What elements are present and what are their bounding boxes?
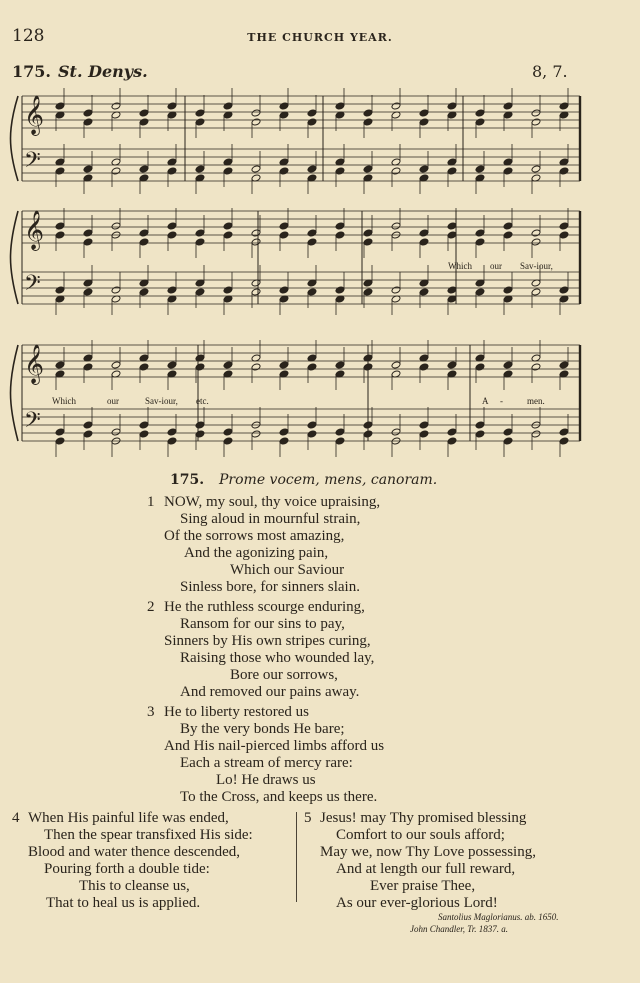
note-head: [83, 363, 93, 371]
column-divider: [296, 812, 297, 902]
under-lyric: men.: [527, 396, 545, 406]
note-head: [503, 231, 513, 239]
note-head: [111, 428, 121, 436]
note-head: [195, 165, 205, 173]
note-head: [139, 238, 149, 246]
under-lyric: Which: [448, 261, 472, 271]
note-head: [335, 167, 345, 175]
note-head: [363, 421, 373, 429]
under-lyric: -: [500, 396, 503, 406]
note-head: [55, 428, 65, 436]
verse-line: Then the spear transfixed His side:: [44, 827, 253, 843]
verse-line: This to cleanse us,: [79, 878, 190, 894]
note-head: [503, 286, 513, 294]
verse-line: He to liberty restored us: [164, 704, 309, 720]
note-head: [83, 229, 93, 237]
verse-number: 1: [147, 494, 155, 510]
note-head: [167, 428, 177, 436]
note-head: [111, 167, 121, 175]
under-lyric: Sav-iour,: [145, 396, 178, 406]
note-head: [251, 363, 261, 371]
note-head: [447, 361, 457, 369]
note-head: [223, 222, 233, 230]
note-head: [475, 430, 485, 438]
note-head: [55, 286, 65, 294]
treble-clef-icon: 𝄞: [24, 344, 45, 384]
note-head: [391, 361, 401, 369]
note-head: [223, 231, 233, 239]
note-head: [559, 222, 569, 230]
note-head: [531, 229, 541, 237]
verse-line: May we, now Thy Love possessing,: [320, 844, 536, 860]
note-head: [223, 428, 233, 436]
under-lyrics-system-3: [52, 396, 545, 406]
translator-attribution: John Chandler, Tr. 1837. a.: [410, 924, 509, 934]
verse-line: Jesus! may Thy promised blessing: [320, 810, 527, 826]
note-head: [419, 165, 429, 173]
note-head: [223, 361, 233, 369]
verse-line: When His painful life was ended,: [28, 810, 229, 826]
page-number: 128: [12, 26, 45, 46]
note-head: [335, 102, 345, 110]
treble-clef-icon: 𝄞: [24, 95, 45, 135]
note-head: [307, 430, 317, 438]
note-head: [531, 363, 541, 371]
verse-line: He the ruthless scourge enduring,: [164, 599, 365, 615]
note-head: [447, 286, 457, 294]
note-head: [83, 118, 93, 126]
note-head: [251, 109, 261, 117]
note-head: [167, 231, 177, 239]
running-title: THE CHURCH YEAR.: [247, 31, 393, 44]
note-head: [447, 231, 457, 239]
note-head: [447, 167, 457, 175]
note-head: [307, 165, 317, 173]
note-head: [419, 288, 429, 296]
note-head: [475, 109, 485, 117]
bass-clef-icon: 𝄢: [24, 271, 41, 301]
verse-line: Blood and water thence descended,: [28, 844, 240, 860]
note-head: [419, 109, 429, 117]
note-head: [363, 165, 373, 173]
note-head: [503, 428, 513, 436]
under-lyrics-system-2: [448, 261, 553, 271]
verse-line: And the agonizing pain,: [184, 545, 329, 561]
system-brace: [11, 96, 19, 181]
verse-number: 5: [304, 810, 312, 826]
hymn-number: 175.: [170, 472, 205, 488]
note-head: [335, 222, 345, 230]
note-head: [475, 165, 485, 173]
note-head: [559, 286, 569, 294]
note-head: [419, 238, 429, 246]
note-head: [307, 109, 317, 117]
note-head: [251, 118, 261, 126]
note-head: [167, 222, 177, 230]
note-head: [55, 222, 65, 230]
note-head: [363, 109, 373, 117]
tune-name: St. Denys.: [58, 62, 148, 81]
note-head: [307, 421, 317, 429]
bass-clef-icon: 𝄢: [24, 148, 41, 178]
note-head: [251, 430, 261, 438]
note-head: [83, 109, 93, 117]
note-head: [251, 229, 261, 237]
note-head: [307, 118, 317, 126]
note-head: [223, 167, 233, 175]
verse-line: Ever praise Thee,: [370, 878, 476, 894]
verse-line: Sinners by His own stripes curing,: [164, 633, 371, 649]
note-head: [475, 238, 485, 246]
under-lyric: etc.: [196, 396, 209, 406]
note-head: [447, 437, 457, 445]
note-head: [419, 118, 429, 126]
note-heads: [55, 88, 569, 457]
note-head: [307, 238, 317, 246]
note-head: [111, 286, 121, 294]
note-head: [363, 288, 373, 296]
note-head: [279, 167, 289, 175]
under-lyric: Which: [52, 396, 76, 406]
bass-clef-icon: 𝄢: [24, 408, 41, 438]
note-head: [167, 102, 177, 110]
note-head: [503, 222, 513, 230]
note-head: [531, 165, 541, 173]
note-head: [167, 437, 177, 445]
note-head: [475, 229, 485, 237]
note-head: [559, 167, 569, 175]
note-head: [55, 231, 65, 239]
note-head: [335, 361, 345, 369]
verse-line: Bore our sorrows,: [230, 667, 338, 683]
note-head: [335, 428, 345, 436]
note-head: [363, 238, 373, 246]
note-head: [111, 222, 121, 230]
note-head: [531, 430, 541, 438]
note-head: [251, 165, 261, 173]
note-head: [531, 238, 541, 246]
note-head: [279, 437, 289, 445]
note-head: [447, 102, 457, 110]
note-head: [559, 428, 569, 436]
verse-line: Which our Saviour: [230, 562, 345, 578]
note-head: [503, 437, 513, 445]
note-head: [279, 361, 289, 369]
under-lyric: our: [107, 396, 119, 406]
note-head: [419, 430, 429, 438]
note-head: [559, 231, 569, 239]
note-head: [391, 428, 401, 436]
verse-line: As our ever-glorious Lord!: [336, 895, 498, 911]
note-head: [195, 288, 205, 296]
note-head: [447, 222, 457, 230]
note-head: [363, 229, 373, 237]
note-head: [83, 430, 93, 438]
note-head: [223, 102, 233, 110]
treble-clef-icon: 𝄞: [24, 210, 45, 250]
note-head: [195, 229, 205, 237]
note-head: [139, 118, 149, 126]
note-head: [139, 421, 149, 429]
verse-line: Of the sorrows most amazing,: [164, 528, 345, 544]
note-head: [391, 102, 401, 110]
note-head: [559, 361, 569, 369]
note-head: [279, 428, 289, 436]
note-head: [531, 109, 541, 117]
author-attribution: Santolius Maglorianus. ab. 1650.: [438, 912, 559, 922]
note-head: [363, 430, 373, 438]
under-lyric: A: [482, 396, 489, 406]
note-head: [335, 231, 345, 239]
verse-line: Each a stream of mercy rare:: [180, 755, 353, 771]
note-head: [363, 118, 373, 126]
note-head: [559, 102, 569, 110]
note-head: [83, 288, 93, 296]
music-score: [0, 0, 640, 470]
note-head: [223, 286, 233, 294]
note-head: [55, 167, 65, 175]
verse-line: That to heal us is applied.: [46, 895, 201, 911]
note-head: [279, 286, 289, 294]
note-head: [475, 363, 485, 371]
system-brace: [11, 211, 19, 304]
note-head: [167, 286, 177, 294]
note-head: [447, 428, 457, 436]
note-head: [503, 102, 513, 110]
note-head: [111, 102, 121, 110]
verse-number: 3: [147, 704, 155, 720]
note-head: [139, 288, 149, 296]
note-head: [559, 437, 569, 445]
note-head: [391, 286, 401, 294]
note-head: [391, 167, 401, 175]
note-head: [419, 421, 429, 429]
note-head: [335, 437, 345, 445]
verse-line: By the very bonds He bare;: [180, 721, 345, 737]
note-head: [195, 238, 205, 246]
note-head: [475, 421, 485, 429]
note-head: [83, 165, 93, 173]
note-head: [279, 231, 289, 239]
note-head: [195, 430, 205, 438]
note-head: [167, 167, 177, 175]
verse-line: Lo! He draws us: [216, 772, 316, 788]
tune-meter: 8, 7.: [532, 62, 568, 81]
note-head: [139, 363, 149, 371]
note-head: [307, 363, 317, 371]
note-head: [195, 118, 205, 126]
note-head: [475, 118, 485, 126]
note-head: [419, 363, 429, 371]
note-head: [111, 361, 121, 369]
note-head: [167, 361, 177, 369]
verse-line: Comfort to our souls afford;: [336, 827, 505, 843]
hymn-title: Prome vocem, mens, canoram.: [219, 472, 438, 488]
note-head: [307, 229, 317, 237]
verse-line: Sinless bore, for sinners slain.: [180, 579, 360, 595]
note-head: [223, 437, 233, 445]
note-head: [307, 288, 317, 296]
note-head: [419, 229, 429, 237]
note-head: [475, 288, 485, 296]
note-head: [503, 167, 513, 175]
verse-line: To the Cross, and keeps us there.: [180, 789, 378, 805]
note-head: [363, 363, 373, 371]
verse-line: Raising those who wounded lay,: [180, 650, 375, 666]
verse-line: And removed our pains away.: [180, 684, 360, 700]
note-head: [55, 437, 65, 445]
note-head: [335, 286, 345, 294]
verse-line: And at length our full reward,: [336, 861, 516, 877]
note-head: [195, 421, 205, 429]
note-head: [139, 165, 149, 173]
note-head: [279, 102, 289, 110]
system-brace: [11, 345, 19, 441]
note-head: [139, 229, 149, 237]
verse-line: Ransom for our sins to pay,: [180, 616, 345, 632]
note-head: [83, 238, 93, 246]
verse-line: And His nail-pierced limbs afford us: [164, 738, 385, 754]
note-head: [531, 288, 541, 296]
tune-number: 175.: [12, 62, 51, 81]
note-head: [251, 238, 261, 246]
note-head: [55, 361, 65, 369]
under-lyric: our: [490, 261, 502, 271]
note-head: [391, 222, 401, 230]
note-head: [503, 361, 513, 369]
note-head: [195, 109, 205, 117]
verse-line: Sing aloud in mournful strain,: [180, 511, 361, 527]
verse-number: 2: [147, 599, 155, 615]
verse-line: NOW, my soul, thy voice upraising,: [164, 494, 381, 510]
note-head: [251, 288, 261, 296]
note-head: [83, 421, 93, 429]
note-head: [195, 363, 205, 371]
note-head: [279, 222, 289, 230]
note-head: [55, 102, 65, 110]
verse-number: 4: [12, 810, 20, 826]
note-head: [531, 118, 541, 126]
verse-line: Pouring forth a double tide:: [44, 861, 210, 877]
note-head: [139, 109, 149, 117]
under-lyric: Sav-iour,: [520, 261, 553, 271]
note-head: [139, 430, 149, 438]
